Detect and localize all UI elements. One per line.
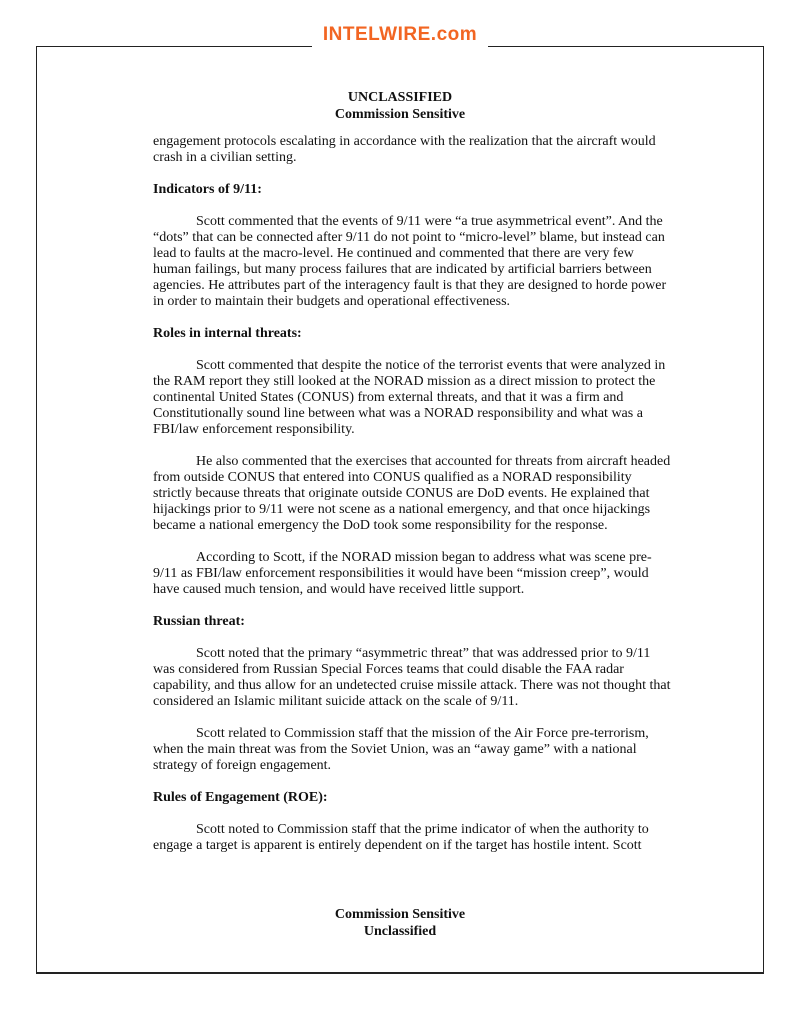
section-heading-russian-threat: Russian threat:	[153, 614, 245, 629]
paragraph-indicators: Scott commented that the events of 9/11 were “a true asymmetrical event”. And the “dots” that can be connected after 9/11 do not point to “micro-level” blame, but instead can lead to faults at the macro-level. He continued and commented that there are very few human failings, but many process failures that are indicated by artificial barriers between agencies. He attributes part of the interagency fault is that they are designed to horde power in order to maintain their budgets and operational effectiveness.	[153, 214, 667, 309]
paragraph-roe: Scott noted to Commission staff that the prime indicator of when the authority to engage a target is apparent is entirely dependent on if the target has hostile intent. Scott	[153, 822, 649, 853]
header-line-2: Commission Sensitive	[334, 107, 466, 122]
intro-paragraph: engagement protocols escalating in accordance with the realization that the aircraft would crash in a civilian setting.	[153, 134, 656, 165]
footer-line-1: Commission Sensitive	[334, 907, 466, 922]
footer-line-2: Unclassified	[363, 924, 437, 939]
paragraph-internal-threats-2: He also commented that the exercises that accounted for threats from aircraft headed from outside CONUS that entered into CONUS qualified as a NORAD responsibility strictly because threats that originate outside CONUS are DoD events. He explained that hijackings prior to 9/11 were not scene as a national emergency, and that once hijackings became a national emergency the DoD took some responsibility for the response.	[153, 454, 671, 533]
header-line-1: UNCLASSIFIED	[347, 90, 453, 105]
document-body	[153, 134, 673, 870]
paragraph-russian-threat-2: Scott related to Commission staff that the mission of the Air Force pre-terrorism, when the main threat was from the Soviet Union, was an “away game” with a national strategy of foreign engagement.	[153, 726, 649, 773]
section-heading-indicators: Indicators of 9/11:	[153, 182, 262, 197]
classification-header	[0, 89, 800, 123]
paragraph-internal-threats-3: According to Scott, if the NORAD mission began to address what was scene pre-9/11 as FBI/law enforcement responsibilities it would have been “mission creep”, would have caused much tension, and would have received little support.	[153, 550, 652, 597]
watermark: INTELWIRE.com	[322, 24, 478, 45]
classification-footer	[0, 906, 800, 940]
section-heading-internal-threats: Roles in internal threats:	[153, 326, 302, 341]
paragraph-internal-threats-1: Scott commented that despite the notice of the terrorist events that were analyzed in the RAM report they still looked at the NORAD mission as a direct mission to protect the continental United States (CONUS) from external threats, and that it was a firm and Constitutionally sound line between what was a NORAD responsibility and what was a FBI/law enforcement responsibility.	[153, 358, 666, 437]
section-heading-roe: Rules of Engagement (ROE):	[153, 790, 328, 805]
paragraph-russian-threat-1: Scott noted that the primary “asymmetric threat” that was addressed prior to 9/11 was considered from Russian Special Forces teams that could disable the FAA radar capability, and thus allow for an undetected cruise missile attack. There was not thought that considered an Islamic militant suicide attack on the scale of 9/11.	[153, 646, 671, 709]
